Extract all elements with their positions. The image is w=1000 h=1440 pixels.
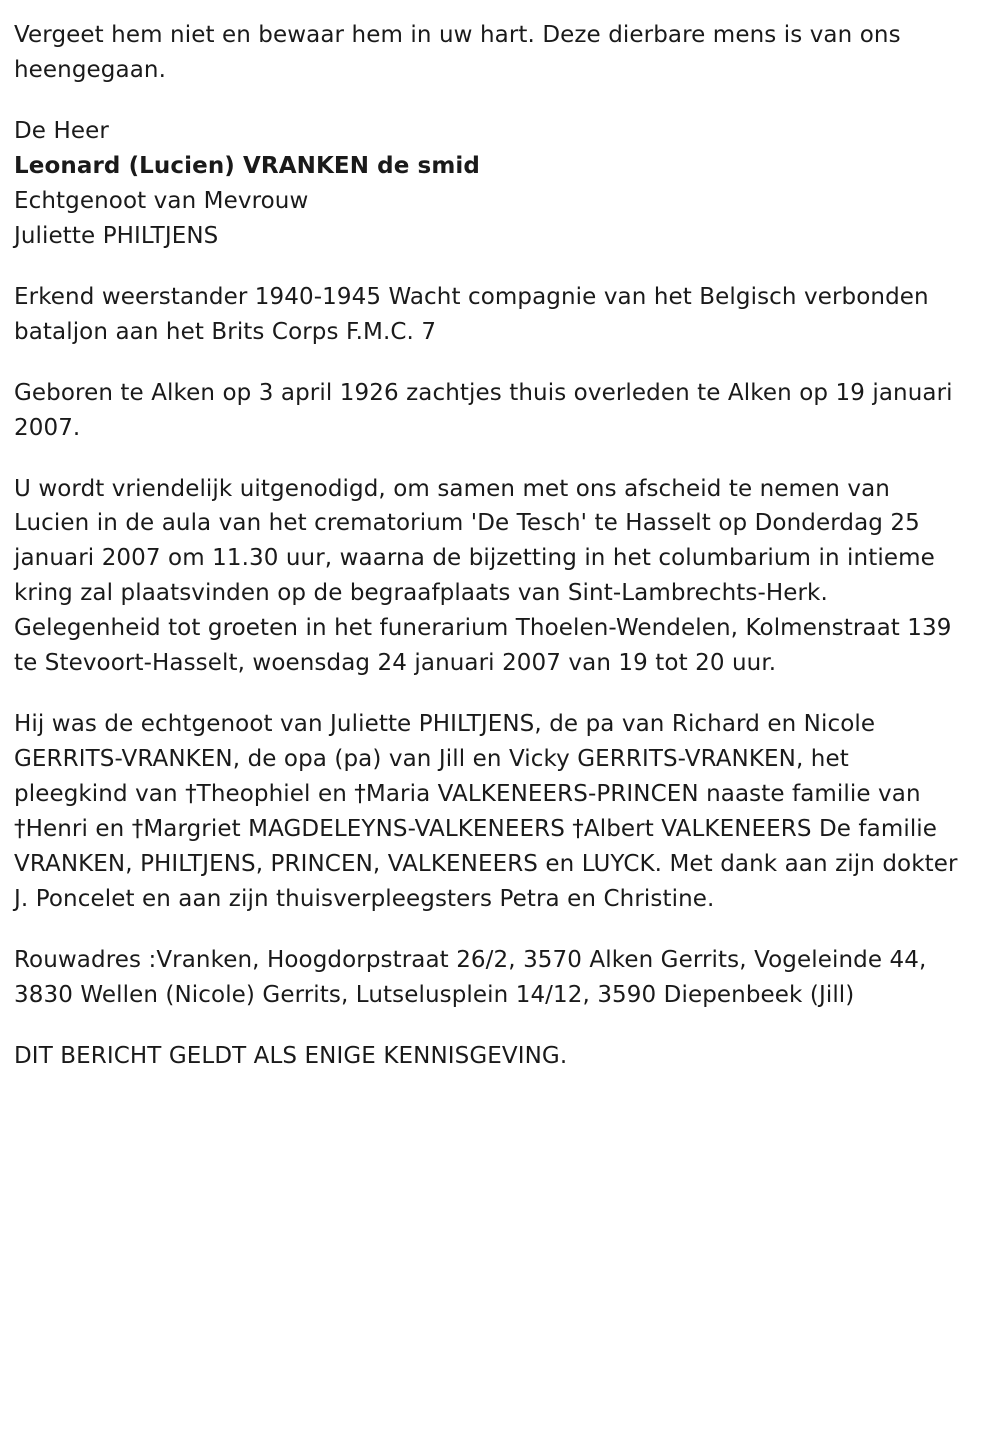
salutation: De Heer xyxy=(14,117,109,144)
mourning-address-paragraph: Rouwadres :Vranken, Hoogdorpstraat 26/2, 3570 Alken Gerrits, Vogeleinde 44, 3830 Wellen (Nicole) Gerrits, Lutselusplein 14/12, 3590 Diepenbeek (Jill) xyxy=(14,946,927,1008)
spouse-prefix: Echtgenoot van Mevrouw xyxy=(14,187,309,214)
deceased-name: Leonard (Lucien) VRANKEN de smid xyxy=(14,152,480,179)
intro-paragraph: Vergeet hem niet en bewaar hem in uw hart. Deze dierbare mens is van ons heengegaan. xyxy=(14,22,901,83)
resistance-paragraph: Erkend weerstander 1940-1945 Wacht compagnie van het Belgisch verbonden bataljon aan het Brits Corps F.M.C. 7 xyxy=(14,283,929,345)
spouse-name: Juliette PHILTJENS xyxy=(14,222,219,249)
ceremony-paragraph: U wordt vriendelijk uitgenodigd, om samen met ons afscheid te nemen van Lucien in de aula van het crematorium 'De Tesch' te Hasselt op Donderdag 25 januari 2007 om 11.30 uur, waarna de bijzetting in het columbarium in intieme kring zal plaatsvinden op de begraafplaats van Sint-Lambrechts-Herk. Gelegenheid tot groeten in het funerarium Thoelen-Wendelen, Kolmenstraat 139 te Stevoort-Hasselt, woensdag 24 januari 2007 van 19 tot 20 uur. xyxy=(14,475,952,677)
family-paragraph: Hij was de echtgenoot van Juliette PHILTJENS, de pa van Richard en Nicole GERRITS-VRANKEN, de opa (pa) van Jill en Vicky GERRITS-VRANKEN, het pleegkind van †Theophiel en †Maria VALKENEERS-PRINCEN naaste familie van †Henri en †Margriet MAGDELEYNS-VALKENEERS †Albert VALKENEERS De familie VRANKEN, PHILTJENS, PRINCEN, VALKENEERS en LUYCK. Met dank aan zijn dokter J. Poncelet en aan zijn thuisverpleegsters Petra en Christine. xyxy=(14,711,958,913)
final-notice: DIT BERICHT GELDT ALS ENIGE KENNISGEVING. xyxy=(14,1042,568,1069)
birth-death-paragraph: Geboren te Alken op 3 april 1926 zachtjes thuis overleden te Alken op 19 januari 2007. xyxy=(14,379,953,441)
deceased-block xyxy=(14,114,960,254)
spacer-after-deceased xyxy=(14,254,960,280)
